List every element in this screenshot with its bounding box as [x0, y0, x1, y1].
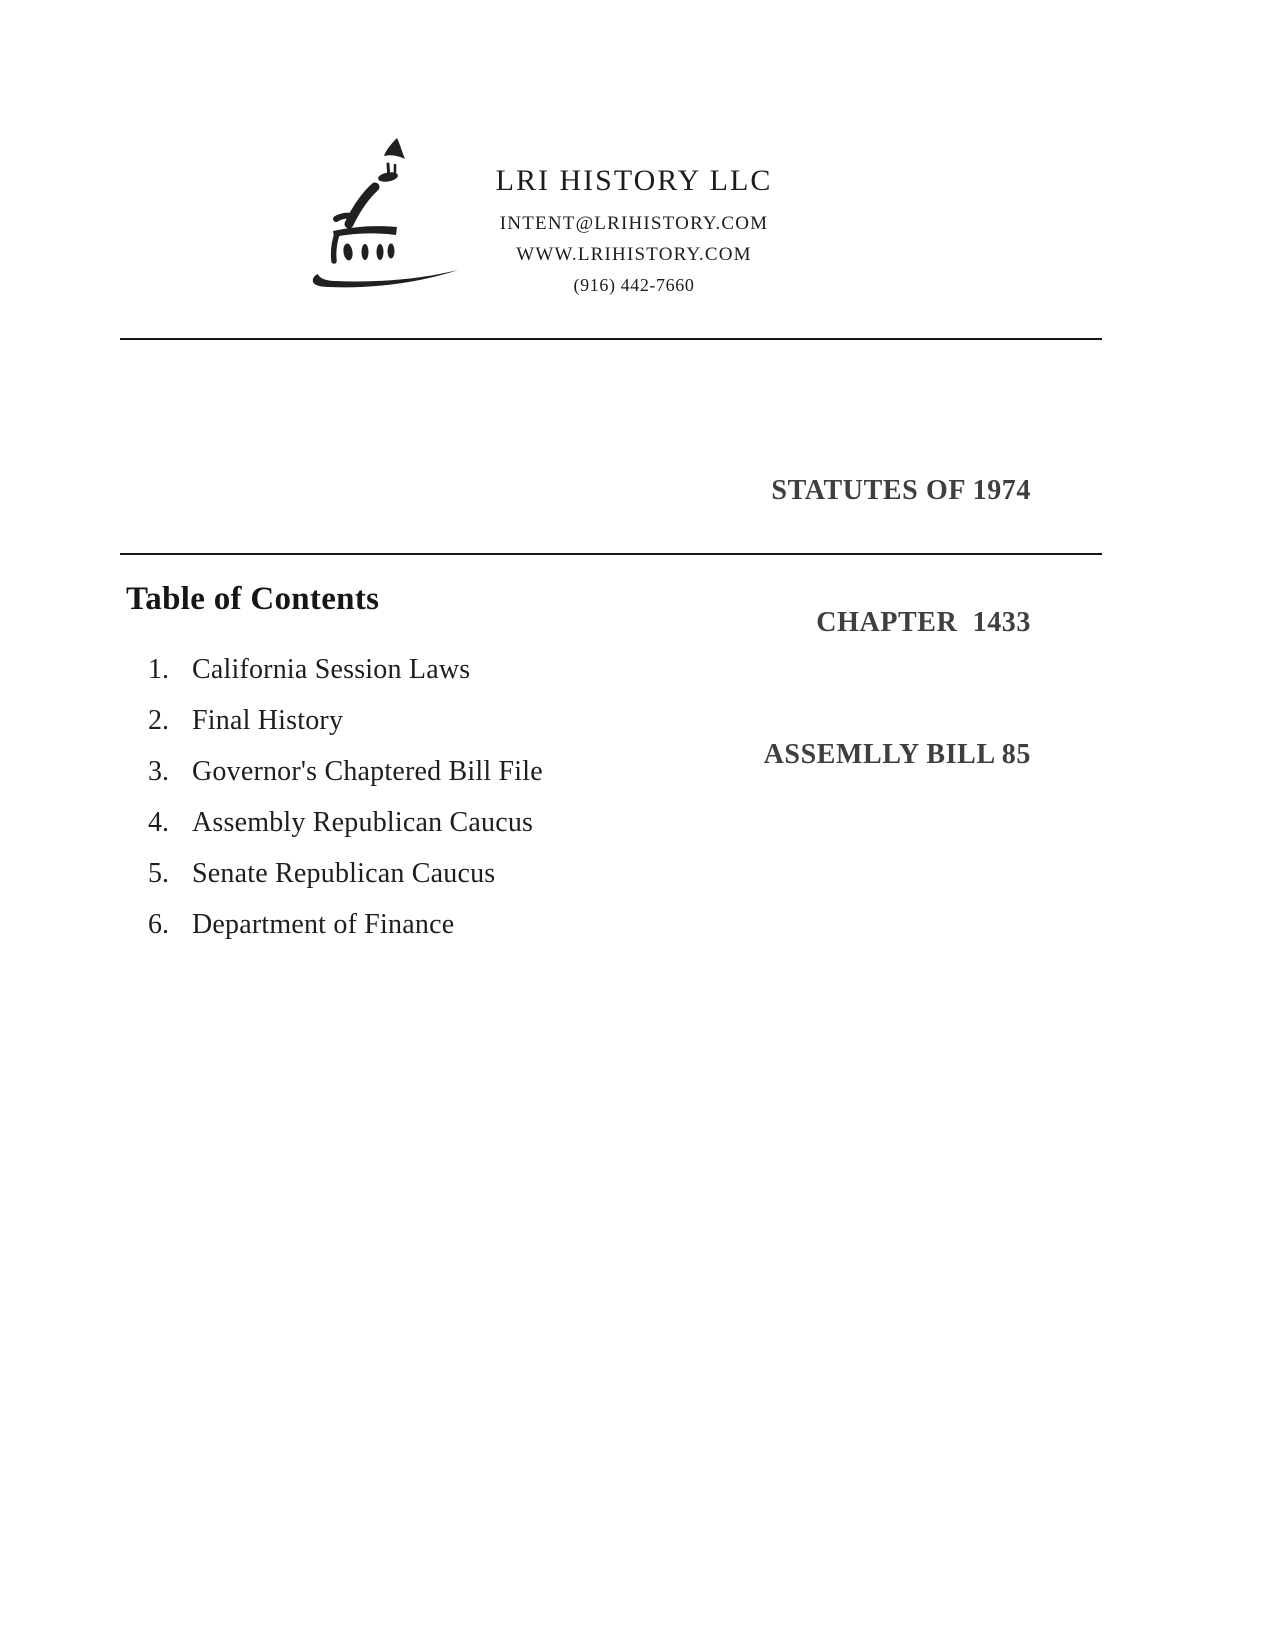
toc-item-number: 2.	[148, 704, 169, 736]
logo-flag-stroke	[384, 138, 405, 159]
letterhead	[452, 164, 816, 301]
logo-base-bar	[333, 226, 397, 237]
logo-column-oval	[377, 244, 384, 260]
toc-item-label: Final History	[192, 704, 344, 736]
horizontal-rule-bottom	[120, 553, 1102, 555]
company-website: WWW.LRIHISTORY.COM	[516, 244, 752, 265]
company-phone: (916) 442-7660	[573, 275, 695, 295]
document-header	[764, 381, 1031, 865]
logo-tick-stroke	[388, 164, 389, 172]
assembly-bill-line: ASSEMLLY BILL 85	[763, 739, 1031, 770]
toc-item	[148, 644, 543, 695]
toc-item-number: 5.	[148, 857, 169, 889]
toc-item-number: 3.	[148, 755, 169, 787]
logo-base-swoosh	[313, 270, 458, 287]
toc-item-label: Department of Finance	[192, 908, 455, 940]
logo-column-oval	[388, 244, 395, 259]
toc-item	[148, 899, 543, 950]
toc-item-label: Senate Republican Caucus	[192, 857, 496, 889]
toc-item	[148, 746, 543, 797]
toc-item	[148, 797, 543, 848]
toc-item-number: 1.	[148, 653, 169, 685]
toc-item-number: 6.	[148, 908, 169, 940]
capitol-dome-logo-icon	[300, 125, 460, 290]
statutes-year-line: STATUTES OF 1974	[771, 475, 1031, 506]
company-name: LRI HISTORY LLC	[495, 164, 773, 197]
company-email: INTENT@LRIHISTORY.COM	[499, 213, 769, 234]
toc-item	[148, 848, 543, 899]
horizontal-rule-top	[120, 338, 1102, 340]
toc-list	[148, 644, 543, 950]
toc-item-label: Assembly Republican Caucus	[192, 806, 534, 838]
toc-item-label: Governor's Chaptered Bill File	[192, 755, 543, 787]
logo-rim-stroke	[336, 216, 352, 219]
logo-column-oval	[342, 243, 353, 261]
chapter-line: CHAPTER 1433	[816, 607, 1031, 638]
logo-left-column-stroke	[334, 234, 337, 261]
toc-item-label: California Session Laws	[192, 653, 471, 685]
toc-title: Table of Contents	[126, 581, 380, 617]
toc-item	[148, 695, 543, 746]
toc-item-number: 4.	[148, 806, 169, 838]
logo-column-oval	[362, 244, 369, 260]
